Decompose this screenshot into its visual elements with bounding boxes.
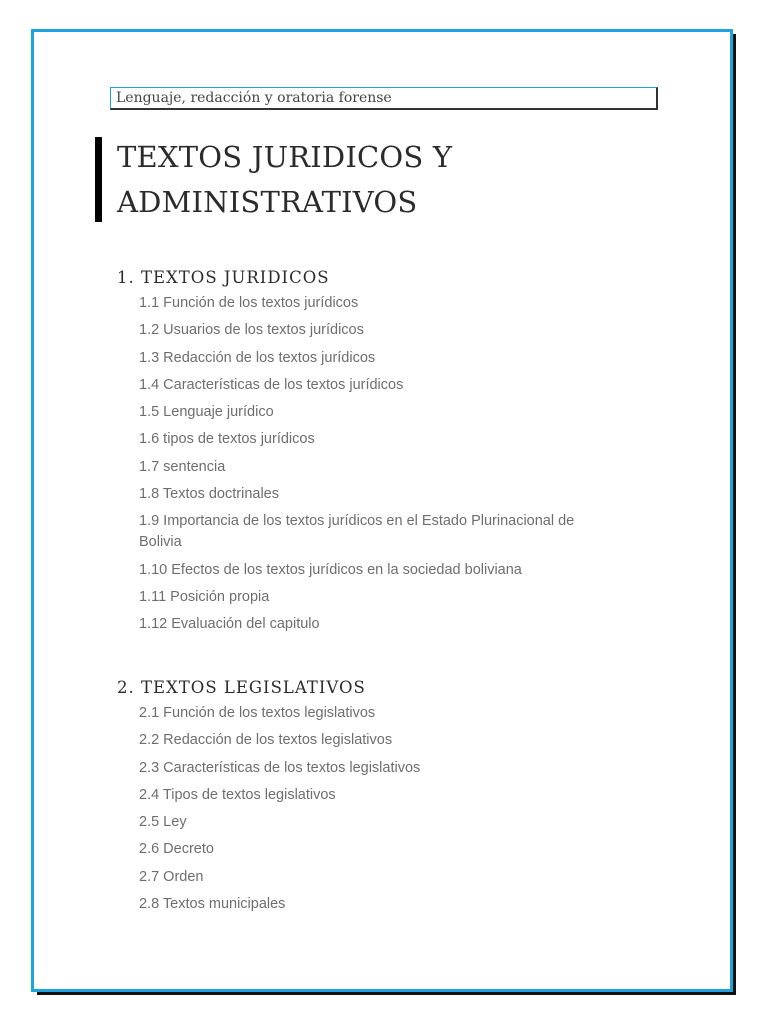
toc-item: 1.2 Usuarios de los textos jurídicos — [139, 322, 364, 339]
toc-item: 2.4 Tipos de textos legislativos — [139, 786, 336, 803]
toc-item: 2.7 Orden — [139, 868, 204, 885]
document-title: TEXTOS JURIDICOS Y ADMINISTRATIVOS — [117, 140, 453, 219]
toc-item: 1.1 Función de los textos jurídicos — [139, 295, 359, 311]
toc-item: 1.7 sentencia — [139, 458, 226, 475]
toc-item: 1.12 Evaluación del capitulo — [139, 616, 320, 633]
toc-item: 1.8 Textos doctrinales — [139, 486, 279, 503]
toc-item: 2.3 Características de los textos legislativos — [139, 759, 421, 776]
section-textos-legislativos — [117, 676, 677, 921]
section-heading: 2. TEXTOS LEGISLATIVOS — [117, 678, 366, 697]
section-textos-juridicos — [117, 266, 677, 642]
toc-item: 1.3 Redacción de los textos jurídicos — [139, 349, 376, 366]
toc-item: 1.10 Efectos de los textos jurídicos en la sociedad boliviana — [139, 561, 522, 578]
toc-item: 2.6 Decreto — [139, 841, 214, 858]
toc-item: 1.5 Lenguaje jurídico — [139, 404, 274, 421]
toc-item: 1.11 Posición propia — [139, 588, 270, 605]
title-accent-bar — [95, 137, 102, 222]
toc-item: 2.2 Redacción de los textos legislativos — [139, 732, 393, 749]
toc-item: 2.5 Ley — [139, 814, 187, 831]
toc-item: 1.6 tipos de textos jurídicos — [139, 431, 315, 448]
toc-item: 2.1 Función de los textos legislativos — [139, 705, 376, 721]
document-header: Lenguaje, redacción y oratoria forense — [110, 87, 658, 110]
section-heading: 1. TEXTOS JURIDICOS — [117, 268, 330, 287]
toc-item: 1.4 Características de los textos jurídicos — [139, 376, 404, 393]
toc-item: 2.8 Textos municipales — [139, 896, 286, 913]
toc-item: 1.9 Importancia de los textos jurídicos en el Estado Plurinacional de Bolivia — [139, 513, 575, 551]
